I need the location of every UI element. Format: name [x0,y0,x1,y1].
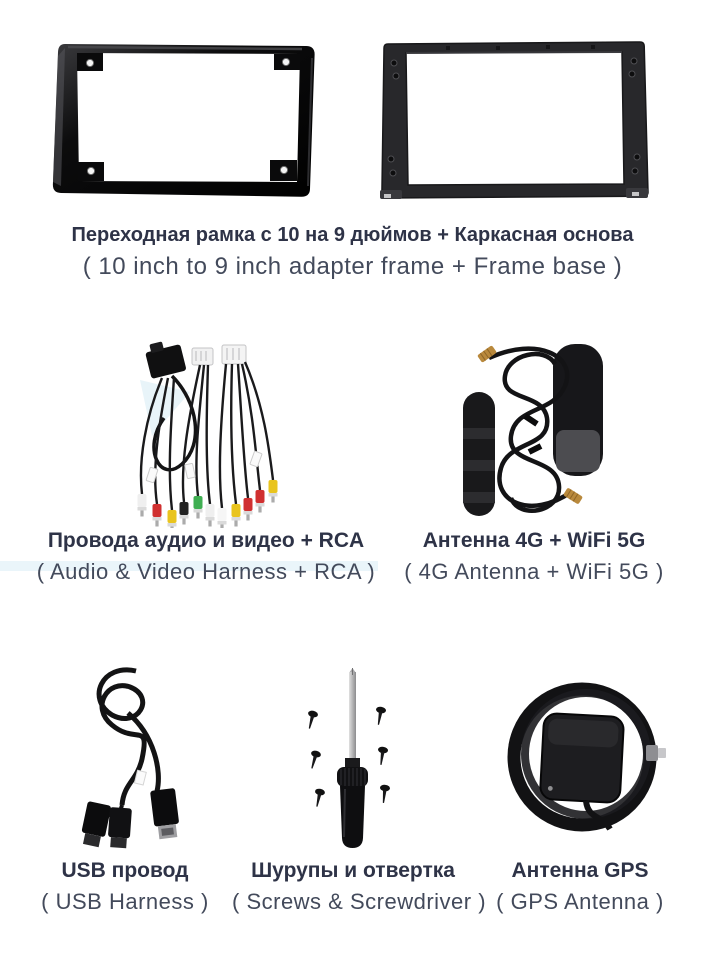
gps-antenna-photo [490,663,678,855]
antenna-drawing [463,344,603,516]
gps-drawing [514,689,666,829]
screwdriver-drawing [305,668,391,848]
sma-connector [563,487,583,504]
usb-drawing [79,670,181,849]
antenna4g-caption-ru: Антенна 4G + WiFi 5G [422,529,646,552]
gps-puck [540,713,624,803]
frames-caption-ru: Переходная рамка с 10 на 9 дюймов + Каркасная основа [71,224,634,246]
gps-caption-en: ( GPS Antenna ) [496,889,664,914]
frames-caption-en: ( 10 inch to 9 inch adapter frame + Frame base ) [82,253,623,280]
harness-caption-en: ( Audio & Video Harness + RCA ) [36,559,376,584]
screws-screwdriver-photo [283,668,423,852]
usb-plug [150,788,181,840]
screws-caption-ru: Шурупы и отвертка [251,859,455,882]
4g-wifi-antenna-photo [453,334,615,530]
av-harness-photo [126,336,288,528]
frame-base-photo [376,40,653,202]
usb-plug [107,807,132,848]
sma-connector [477,345,497,363]
glossy-frame [53,44,315,197]
usb-plug [79,801,111,848]
adapter-frame-photo [48,38,324,204]
usb-cable-photo [62,663,207,855]
usb-caption-en: ( USB Harness ) [41,889,209,914]
screws-caption-en: ( Screws & Screwdriver ) [232,889,487,914]
frame-base [380,42,648,199]
wire-tag [185,463,196,478]
gps-connector [646,745,666,761]
quadlock-connector [143,337,186,379]
usb-caption-ru: USB провод [61,859,189,882]
white-connector-2 [222,345,246,364]
gps-caption-ru: Антенна GPS [511,859,649,882]
wires [141,362,273,510]
antenna4g-caption-en: ( 4G Antenna + WiFi 5G ) [404,559,664,584]
wire-tag [250,451,262,467]
white-connector-1 [192,348,213,365]
harness-caption-ru: Провода аудио и видео + RCA [47,529,365,552]
harness-drawing [138,337,278,528]
